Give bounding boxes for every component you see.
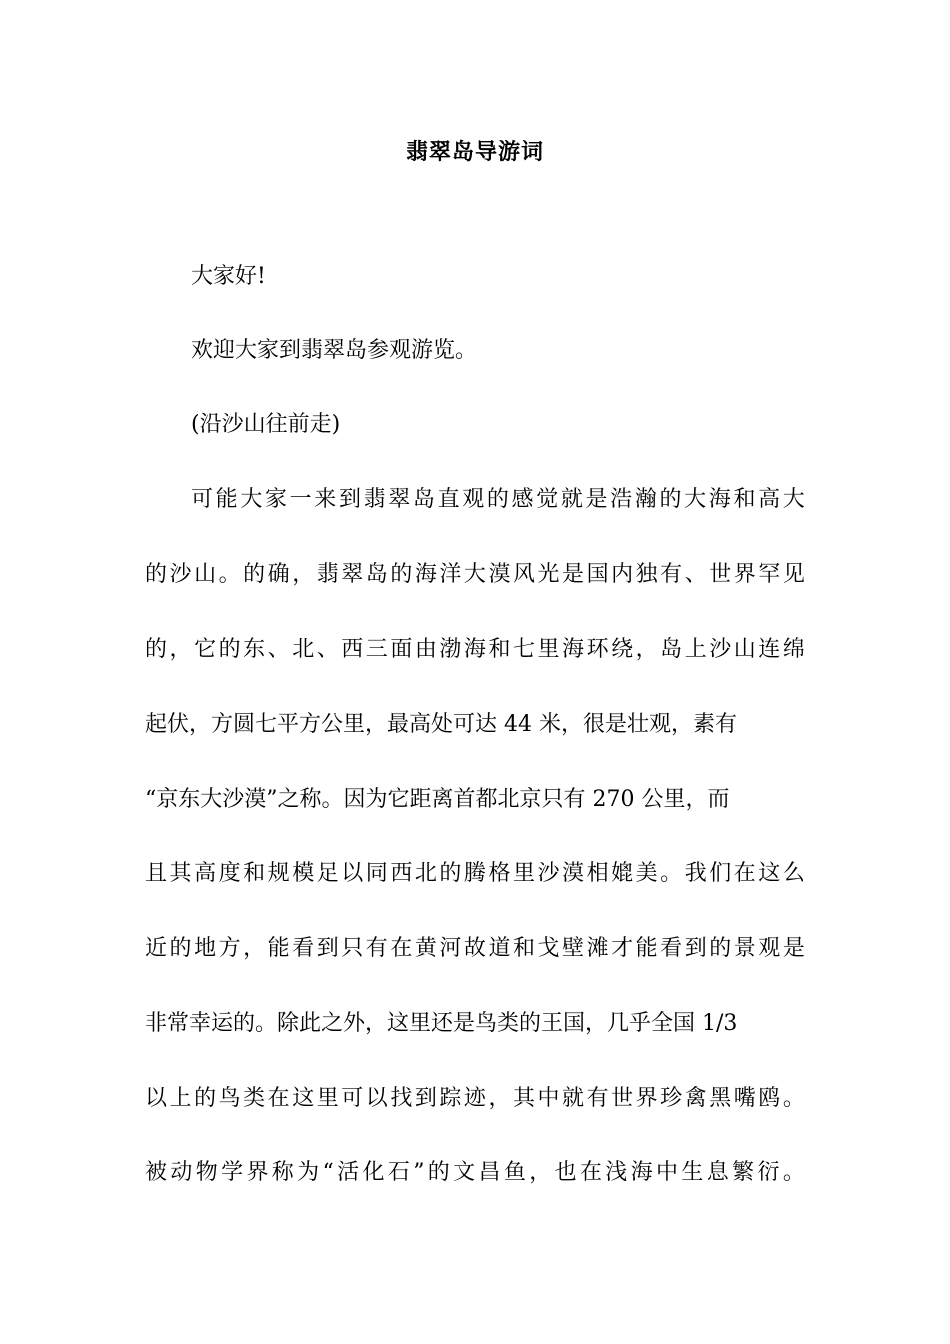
paragraph-welcome: 欢迎大家到翡翠岛参观游览。 xyxy=(191,338,478,363)
body-line-7: 近 的 地 方 ， 能 看 到 只 有 在 黄 河 故 道 和 戈 壁 滩 才 能 看 到 的 景 观 是 xyxy=(145,936,805,961)
document-title: 翡翠岛导游词 xyxy=(405,139,544,165)
body-line-1: 可 能 大 家 一 来 到 翡 翠 岛 直 观 的 感 觉 就 是 浩 瀚 的 大 海 和 高 大 xyxy=(191,487,805,512)
body-line-6: 且 其 高 度 和 规 模 足 以 同 西 北 的 腾 格 里 沙 漠 相 媲 美 。 我 们 在 这 么 xyxy=(145,861,805,886)
body-line-2: 的 沙 山 。 的 确 ， 翡 翠 岛 的 海 洋 大 漠 风 光 是 国 内 独 有 、 世 界 罕 见 xyxy=(145,562,805,587)
body-line-10: 被 动 物 学 界 称 为 “ 活 化 石 ” 的 文 昌 鱼 ， 也 在 浅 海 中 生 息 繁 衍 。 xyxy=(145,1160,805,1185)
body-line-3: 的 ， 它 的 东 、 北 、 西 三 面 由 渤 海 和 七 里 海 环 绕 ， 岛 上 沙 山 连 绵 xyxy=(145,637,805,662)
body-line-4: 起伏，方圆七平方公里，最高处可达 44 米，很是壮观，素有 xyxy=(145,712,737,737)
paragraph-stage-direction: (沿沙山往前走) xyxy=(191,412,341,437)
body-line-5: “京东大沙漠”之称。因为它距离首都北京只有 270 公里，而 xyxy=(145,787,730,812)
body-line-9: 以 上 的 鸟 类 在 这 里 可 以 找 到 踪 迹 ， 其 中 就 有 世 界 珍 禽 黑 嘴 鸥 。 xyxy=(145,1086,805,1111)
paragraph-greeting: 大家好! xyxy=(191,264,266,289)
body-line-8: 非常幸运的。除此之外，这里还是鸟类的王国，几乎全国 1/3 xyxy=(145,1011,738,1036)
